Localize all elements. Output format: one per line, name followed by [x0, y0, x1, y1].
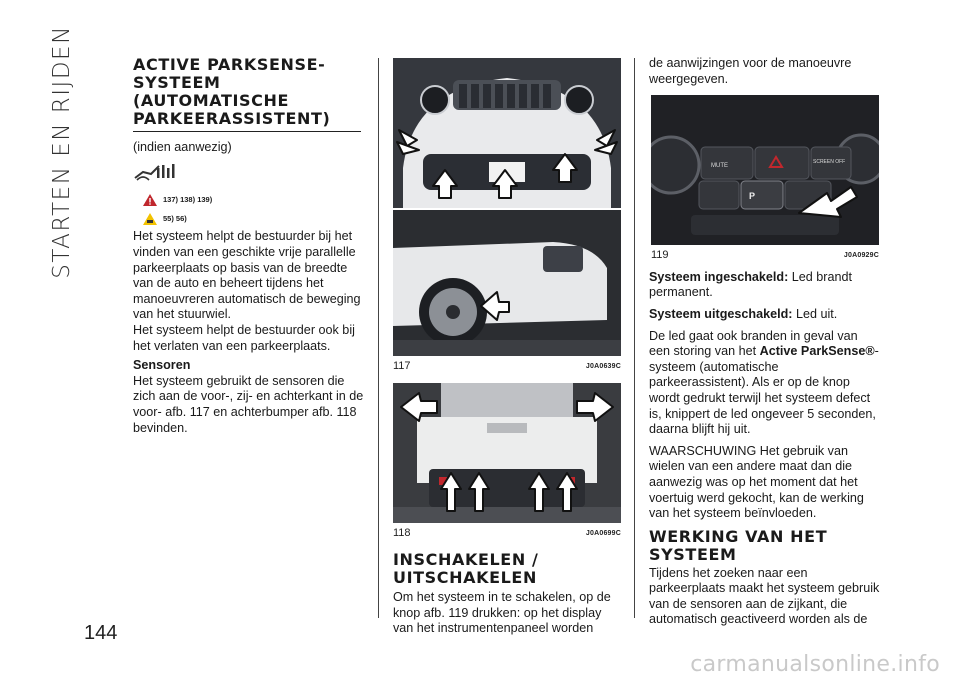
- led-paragraph: De led gaat ook branden in geval van een storing van het Active ParkSense®-systeem (automatische parkeerassistent). Als er op de knop wordt gedrukt terwijl het systeem defect is, knippert de led ongeveer 5 seconden, daarna blijft hij uit.: [649, 328, 879, 437]
- figure-119-number: 119: [651, 249, 669, 262]
- column-divider-1: [378, 58, 379, 618]
- right-column: [649, 56, 881, 634]
- warning-refs-danger: 137) 138) 139): [143, 192, 365, 208]
- console-screen-off-label: SCREEN OFF: [813, 159, 846, 166]
- figure-118-number: 118: [393, 526, 411, 539]
- danger-triangle-icon: [143, 194, 157, 206]
- figure-119-code: J0A0929C: [843, 252, 879, 260]
- figure-119-image: [651, 95, 879, 245]
- continued-paragraph: de aanwijzingen voor de manoeuvre weergegeven.: [649, 56, 852, 86]
- figure-117-image: [393, 58, 621, 356]
- figure-119-caption: [651, 248, 879, 264]
- enable-disable-heading: INSCHAKELEN / UITSCHAKELEN: [393, 550, 539, 588]
- svg-text:P: P: [749, 191, 756, 202]
- system-on-paragraph: Systeem ingeschakeld: Led brandt permanent.: [649, 269, 853, 300]
- operation-heading: WERKING VAN HET SYSTEEM: [649, 526, 828, 564]
- left-column: [133, 56, 365, 442]
- page-number: 144: [84, 622, 118, 644]
- figure-117-code: J0A0639C: [585, 363, 621, 370]
- figure-117-caption: [393, 359, 621, 375]
- availability-note: (indien aanwezig): [133, 140, 232, 154]
- system-off-label: Systeem uitgeschakeld:: [649, 306, 793, 321]
- parksense-icon: [133, 162, 365, 189]
- sensors-heading: Sensoren: [133, 358, 191, 373]
- operation-paragraph: Tijdens het zoeken naar een parkeerplaats maakt het systeem gebruik van de sensoren aan de zijkant, die automatisch geactiveerd worden als de: [649, 565, 880, 627]
- system-on-label: Systeem ingeschakeld:: [649, 269, 789, 284]
- section-heading: ACTIVE PARKSENSE-SYSTEEM (AUTOMATISCHE PARKEERASSISTENT): [133, 56, 361, 132]
- warning-paragraph: WAARSCHUWING Het gebruik van wielen van een andere maat dan die aanwezig was op het moment dat het voertuig werd gekocht, kan de werking van het systeem beïnvloeden.: [649, 443, 864, 521]
- figure-118-code: J0A0699C: [585, 529, 621, 537]
- figure-117-number: 117: [393, 360, 411, 372]
- watermark: carmanualsonline.info: [690, 652, 940, 677]
- system-off-paragraph: Systeem uitgeschakeld: Led uit.: [649, 306, 838, 321]
- figure-118-image: [393, 383, 621, 523]
- caution-triangle-icon: [143, 213, 157, 225]
- sensors-paragraph: Het systeem gebruikt de sensoren die zich aan de voor-, zij- en achterkant in de voor- afb. 117 en achterbumper afb. 118 bevinden.: [133, 373, 364, 435]
- column-divider-2: [634, 58, 635, 618]
- middle-column: [393, 58, 621, 643]
- figure-118-caption: [393, 526, 621, 542]
- enable-disable-paragraph: Om het systeem in te schakelen, op de knop afb. 119 drukken: op het display van het instrumentenpaneel worden: [393, 590, 611, 636]
- section-title: STARTEN EN RIJDEN: [49, 25, 75, 279]
- warning-refs-caution: 55) 56): [143, 211, 365, 227]
- console-mute-label: MUTE: [711, 163, 728, 170]
- brand-name: Active ParkSense®: [759, 344, 875, 359]
- intro-paragraph: Het systeem helpt de bestuurder bij het vinden van een geschikte vrije parallelle parkeerplaats op basis van de breedte van de auto en beheert tijdens het manoeuvreren automatisch de beweging van het stuurwiel. Het systeem helpt de bestuurder ook bij het verlaten van een parkeerplaats.: [133, 229, 361, 353]
